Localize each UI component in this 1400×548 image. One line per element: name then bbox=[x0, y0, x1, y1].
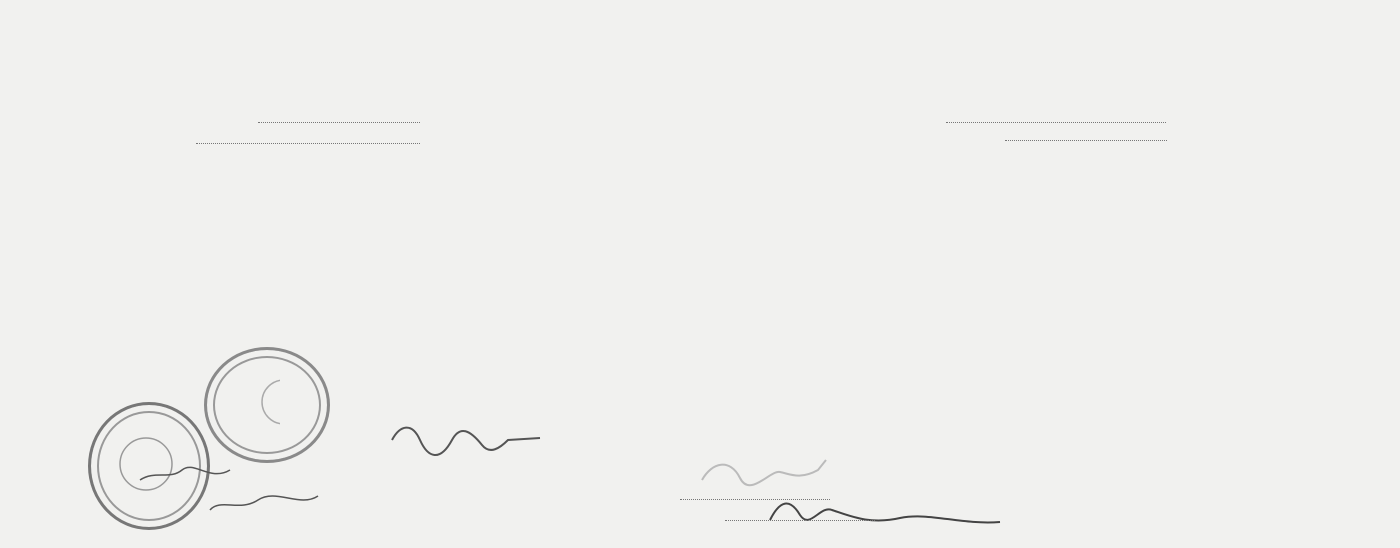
podpis-glavy-line bbox=[725, 520, 875, 521]
podpis-line bbox=[680, 499, 830, 500]
